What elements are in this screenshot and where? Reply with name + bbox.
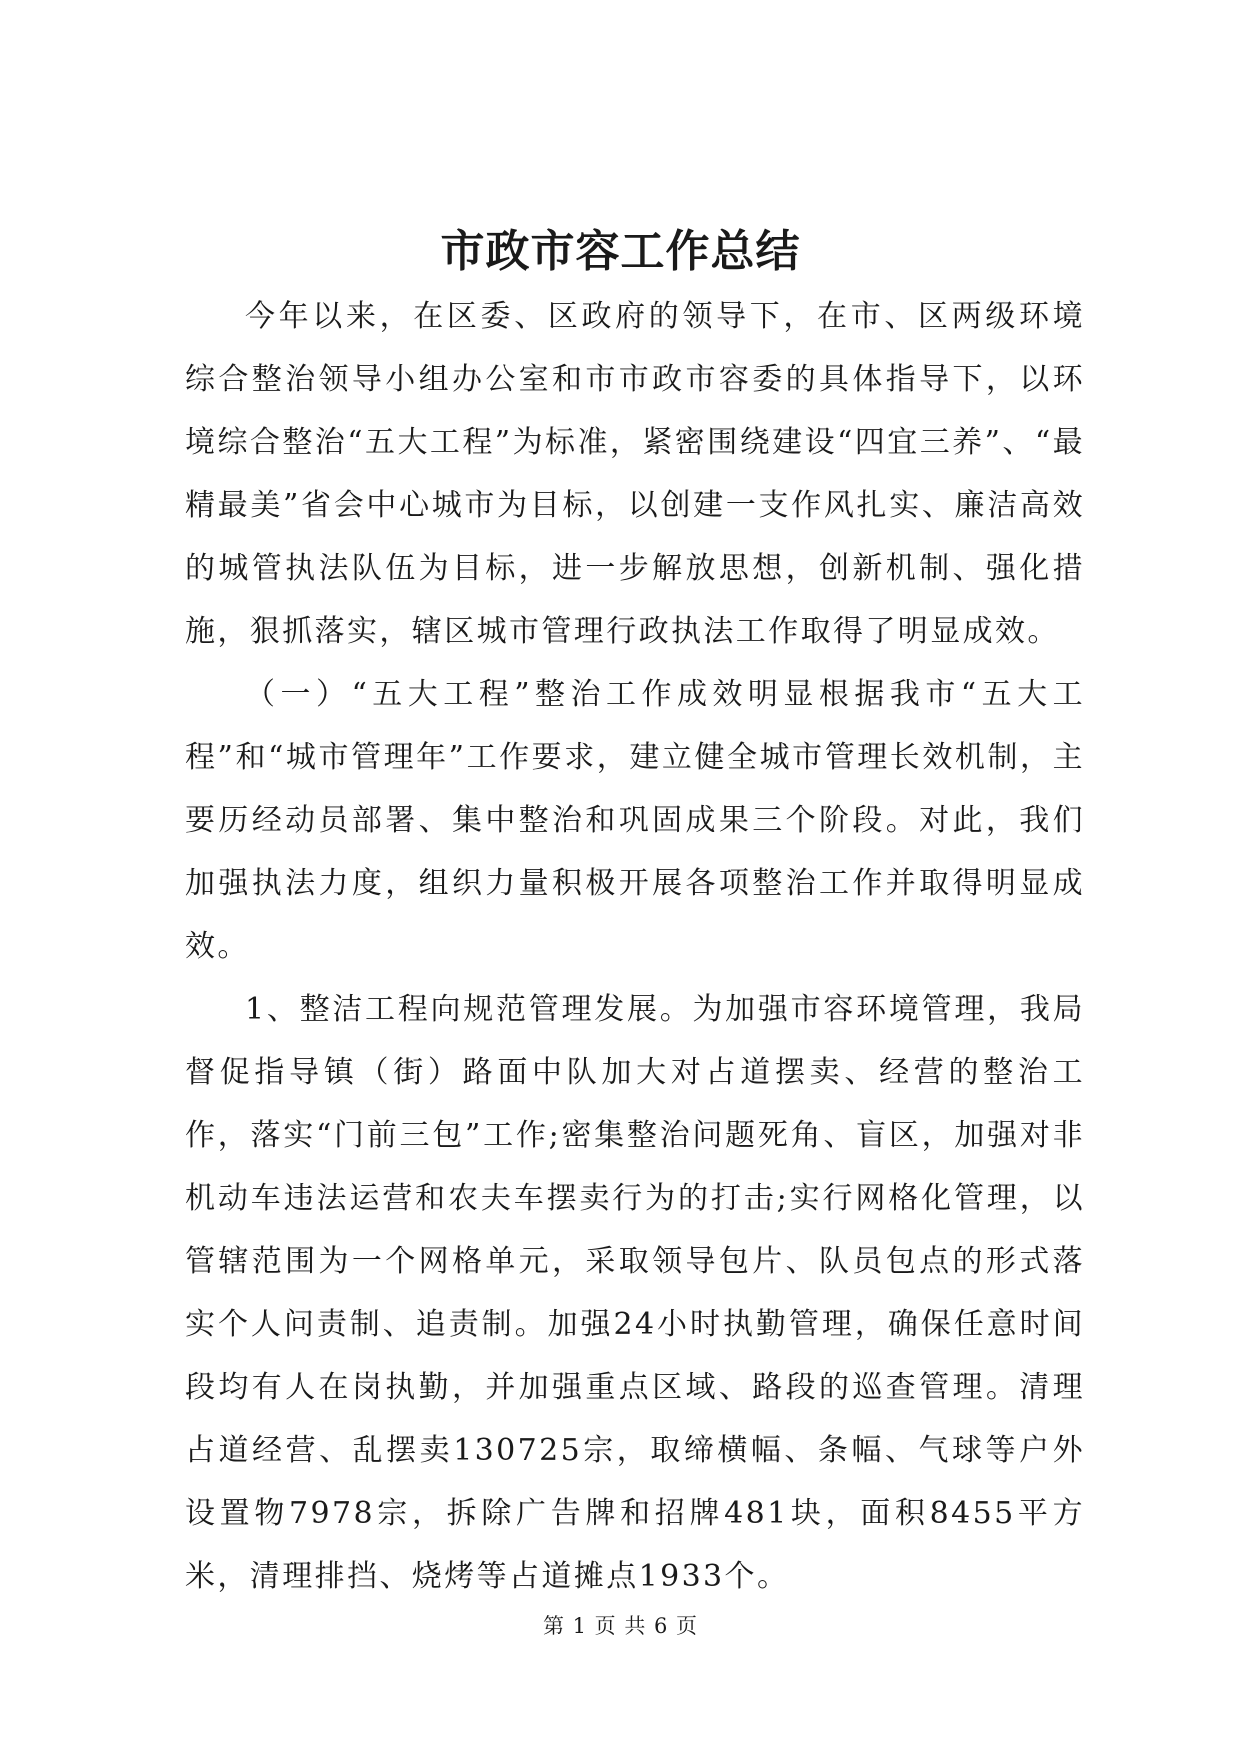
paragraph-section-1: （一）“五大工程”整治工作成效明显根据我市“五大工程”和“城市管理年”工作要求，建立健全城市管理长效机制，主要历经动员部署、集中整治和巩固成果三个阶段。对此，我们加强执法力度，组织力量积极开展各项整治工作并取得明显成效。 bbox=[185, 677, 1085, 964]
document-body bbox=[185, 285, 1085, 1608]
page-number-footer: 第 1 页 共 6 页 bbox=[542, 1614, 699, 1638]
paragraph-item-1: 1、整洁工程向规范管理发展。为加强市容环境管理，我局督促指导镇（街）路面中队加大对占道摆卖、经营的整治工作，落实“门前三包”工作;密集整治问题死角、盲区，加强对非机动车违法运营和农夫车摆卖行为的打击;实行网格化管理，以管辖范围为一个网格单元，采取领导包片、队员包点的形式落实个人问责制、追责制。加强24小时执勤管理，确保任意时间段均有人在岗执勤，并加强重点区域、路段的巡查管理。清理占道经营、乱摆卖130725宗，取缔横幅、条幅、气球等户外设置物7978宗，拆除广告牌和招牌481块，面积8455平方米，清理排挡、烧烤等占道摊点1933个。 bbox=[185, 992, 1085, 1594]
document-title: 市政市容工作总结 bbox=[440, 226, 801, 277]
paragraph-intro: 今年以来，在区委、区政府的领导下，在市、区两级环境综合整治领导小组办公室和市市政市容委的具体指导下，以环境综合整治“五大工程”为标准，紧密围绕建设“四宜三养”、“最精最美”省会中心城市为目标，以创建一支作风扎实、廉洁高效的城管执法队伍为目标，进一步解放思想，创新机制、强化措施，狠抓落实，辖区城市管理行政执法工作取得了明显成效。 bbox=[185, 299, 1085, 649]
